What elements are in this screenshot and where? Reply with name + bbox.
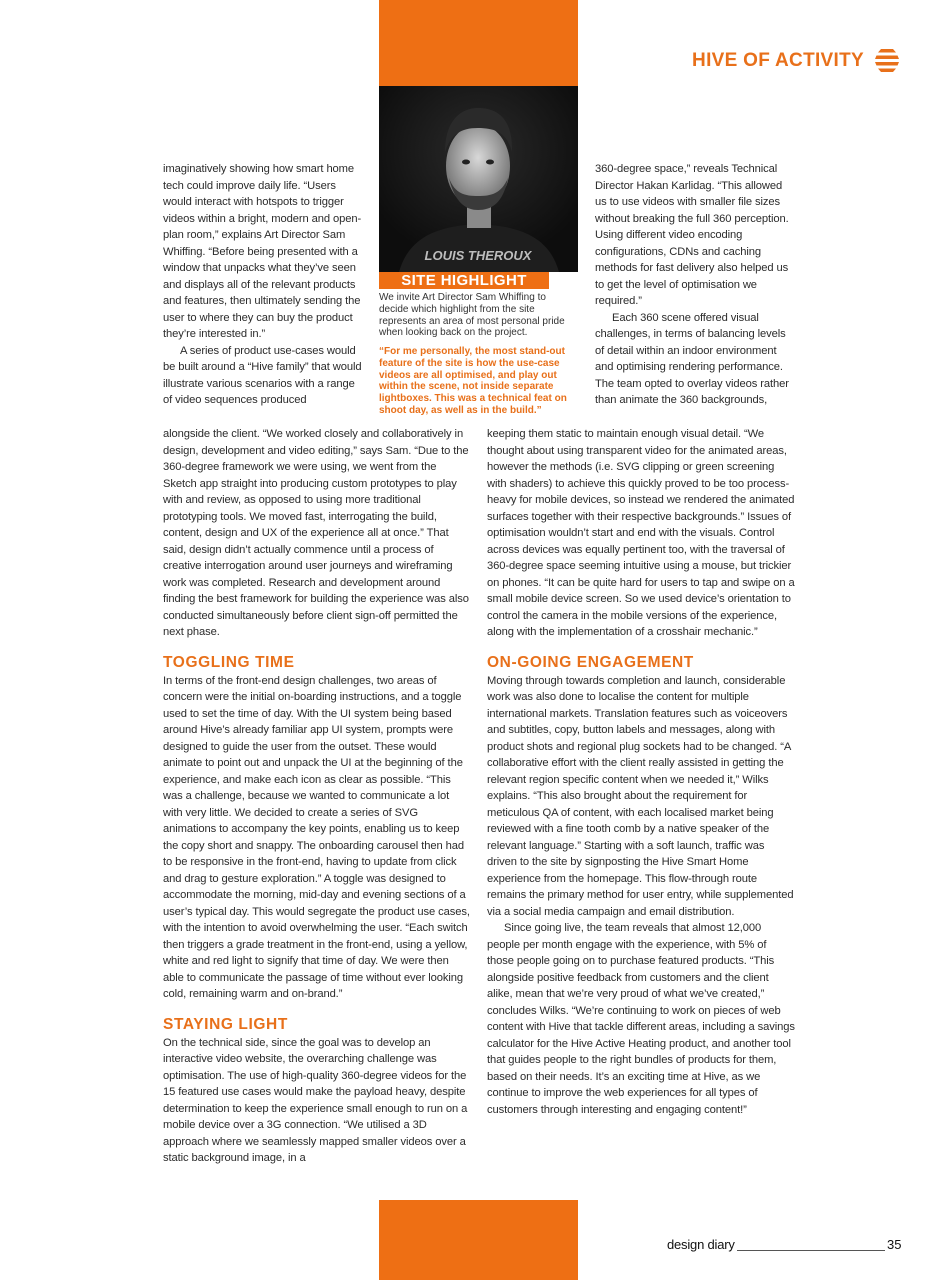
shirt-print-text: LOUIS THEROUX [424,248,532,263]
article-paragraph: Moving through towards completion and launch, considerable work was also done to localise the content for multiple international markets. Translation features such as voiceovers and subtitles, copy, button labels and messages, along with product shots and regional plug sockets had to be changed. “A collaborative effort with the client really assisted in getting the relevant region specific content when we needed it,” Wilks explains. “This also brought about the requirement for meticulous QA of content, with each localised market being reviewed with a fine tooth comb by a native speaker of the relevant language.” Starting with a soft launch, traffic was driven to the site by signposting the Hive Smart Home experience from the homepage. This flow-through route remains the primary method for user entry, while supplemented via a social media campaign and email distribution. [487,674,794,918]
portrait-photo [379,86,578,272]
article-paragraph: In terms of the front-end design challenges, two areas of concern were the initial on-boarding instructions, and a toggle used to set the time of day. With the UI system being based around Hive’s already familiar app UI system, prompts were designed to guide the user from the outset. These would animate to point out and unpack the UI at the beginning of the experience, and make each icon as clear as possible. “This was a challenge, because we wanted to communicate a lot with very little. We decided to create a series of SVG animations to accompany the key points, enabling us to keep the copy short and snappy. The onboarding carousel then had to be responsive in the front-end, having to update from click and drag to gesture exploration.” A toggle was designed to accommodate the morning, mid-day and evening sections of a user’s typical day. This would segregate the product use cases, with the intention to avoid overwhelming the user. “Each switch then triggers a grade treatment in the front-end, using a yellow, white and red light to signify that time of day. We were then able to communicate the passage of time without ever looking cold, remaining warm and on-brand.” [163,674,470,1000]
article-paragraph: keeping them static to maintain enough visual detail. “We thought about using transparent video for the animated areas, however the methods (i.e. SVG clipping or green screening with shaders) to achieve this quickly proved to be too process-heavy for mobile devices, so instead we rendered the animated surfaces together with their respective backgrounds.” Issues of optimisation wouldn’t start and end with the visuals. Control across devices was equally pertinent too, with the traversal of 360-degree space seeming intuitive using a mouse, but trickier on phones. “It can be quite hard for users to tap and swipe on a small mobile device screen. So we used device’s orientation to control the camera in the mobile versions of the experience, along with the implementation of a crosshair mechanic.” [487,428,795,638]
site-highlight-title: SITE HIGHLIGHT [379,272,549,289]
footer-magazine-label: design diary [667,1237,735,1252]
article-column-right-top [595,161,795,409]
article-paragraph: alongside the client. “We worked closely and collaboratively in design, development and video editing,” says Sam. “Due to the 360-degree framework we were using, we went from the Sketch app straight into producing custom prototypes to play with and review, as opposed to using more traditional prototyping tools. We moved fast, interrogating the build, content, design and UX of the experience all at once.” That said, design didn’t actually commence until a process of creative interrogation around user journeys and wireframing work was completed. Research and development around finding the best framework for building the experience was also conducted simultaneously before client sign-off permitted the next phase. [163,428,469,638]
heading-toggling-time: TOGGLING TIME [163,653,295,671]
heading-staying-light: STAYING LIGHT [163,1015,288,1033]
article-column-left-top [163,161,363,409]
article-paragraph: imaginatively showing how smart home tech could improve daily life. “Users would interact with hotspots to trigger videos within a bright, modern and open-plan room,” explains Art Director Sam Whiffing. “Before being presented with a window that unpacks what they’ve seen and displays all of the relevant products and features, then ultimately sending the user to where they can buy the product they’re interested in.” [163,163,362,340]
site-highlight-quote: “For me personally, the most stand-out feature of the site is how the use-case videos are all optimised, and play out within the scene, not inside separate lightboxes. This was a technical feat on shoot day, as well as in the build.” [379,346,567,416]
article-paragraph: Since going live, the team reveals that almost 12,000 people per month engage with the experience, with 5% of those people going on to purchase featured products. “This alongside positive feedback from customers and the client alike, mean that we’re very proud of what we’ve created,” concludes Wilks. “We’re continuing to work on pieces of web content with Hive that tackle different areas, including a savings calculator for the Hive Active Heating product, and another tool that guides people to the right bundles of products for them, based on their needs. It’s an exciting time at Hive, as we continue to improve the web experiences for all types of customers through interesting and engaging content!” [487,922,795,1116]
article-paragraph: On the technical side, since the goal was to develop an interactive video website, the overarching challenge was optimisation. The use of high-quality 360-degree videos for the 15 featured use cases would make the payload heavy, despite determination to keep the experience small enough to run on a mobile device over a 3G connection. “We utilised a 3D approach where we seamlessly mapped smaller videos over a static background image, in a [163,1036,468,1164]
page-number: 35 [887,1237,902,1252]
bottom-orange-bar [379,1200,578,1280]
article-paragraph: Each 360 scene offered visual challenges, in terms of balancing levels of detail within an indoor environment and optimising rendering performance. The team opted to overlay videos rather than animate the 360 backgrounds, [595,311,789,406]
site-highlight-intro: We invite Art Director Sam Whiffing to decide which highlight from the site represents an area of most personal pride when looking back on the project. [379,292,565,339]
hive-stripes-icon [872,46,902,76]
article-paragraph: 360-degree space,” reveals Technical Director Hakan Karlidag. “This allowed us to use videos with smaller file sizes without breaking the full 360 perception. Using different video encoding configurations, CDNs and caching methods for fast delivery also helped us to get the level of optimisation we required.” [595,163,789,307]
section-title: HIVE OF ACTIVITY [692,50,864,71]
article-paragraph: A series of product use-cases would be built around a “Hive family” that would illustrate various scenarios with a range of video sequences produced [163,344,362,406]
heading-ongoing-engagement: ON-GOING ENGAGEMENT [487,653,694,671]
footer-rule [737,1250,885,1251]
article-column-left [163,426,471,1167]
article-column-right [487,426,795,1118]
top-orange-bar [379,0,578,86]
